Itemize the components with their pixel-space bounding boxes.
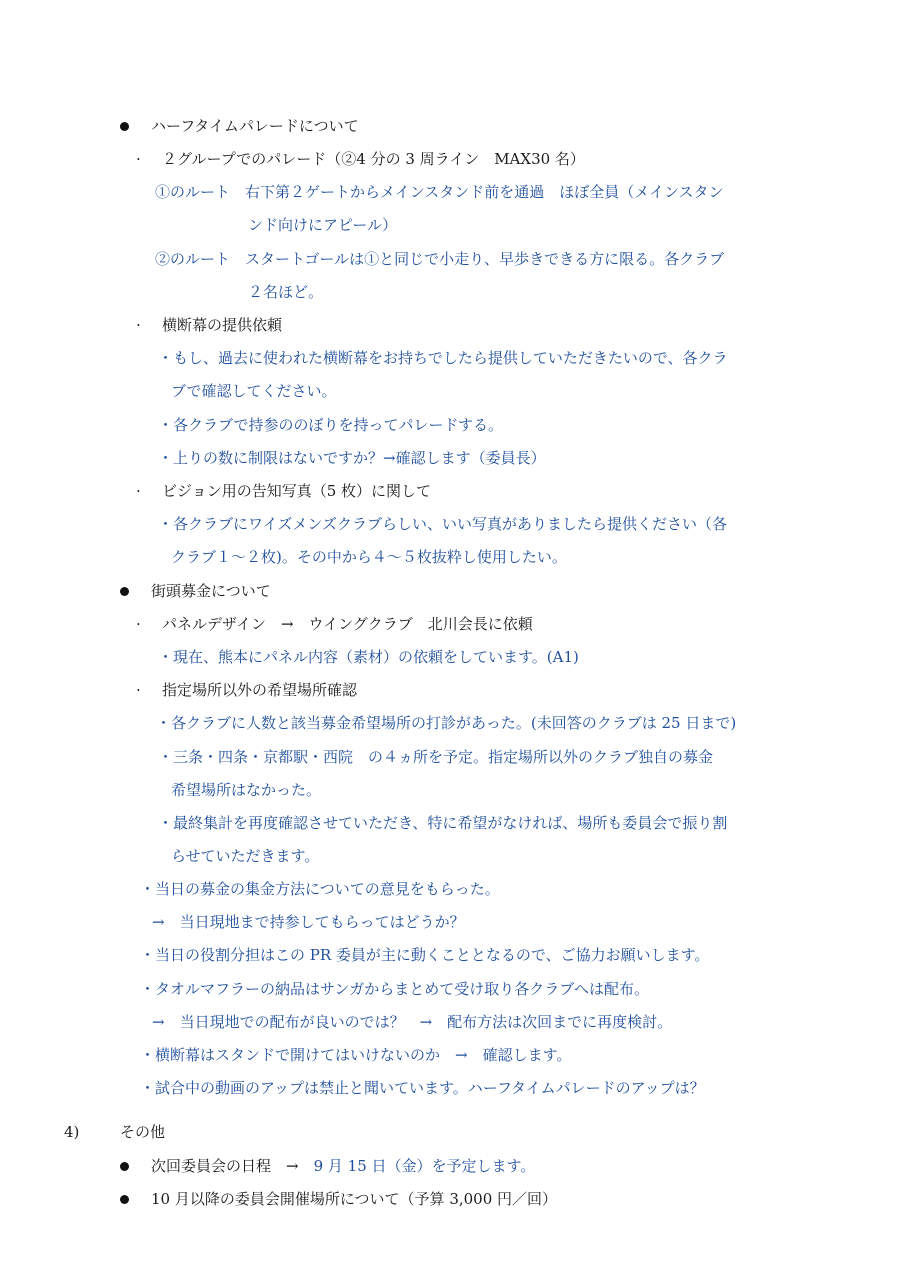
middle-dot-icon: · <box>136 681 141 699</box>
bullet-icon <box>120 1162 129 1171</box>
banner-note1-line2: ブで確認してください。 <box>171 382 337 400</box>
others-heading: その他 <box>120 1123 166 1141</box>
general-note5: ・試合中の動画のアップは禁止と聞いています。ハーフタイムパレードのアップは？ <box>140 1079 705 1097</box>
route1-line1: ①のルート 右下第２ゲートからメインスタンド前を通過 ほぼ全員（メインスタン <box>155 183 724 201</box>
general-note4: ・横断幕はスタンドで開けてはいけないのか → 確認します。 <box>140 1046 572 1064</box>
middle-dot-icon: · <box>136 615 141 633</box>
next-meeting-label: 次回委員会の日程 → <box>151 1157 314 1175</box>
next-meeting <box>151 1156 535 1176</box>
vision-note-line1: ・各クラブにワイズメンズクラブらしい、いい写真がありましたら提供ください（各 <box>158 515 727 533</box>
location-check: 指定場所以外の希望場所確認 <box>162 681 358 699</box>
halftime-heading: ハーフタイムパレードについて <box>151 117 359 135</box>
location-note3-line1: ・最終集計を再度確認させていただき、特に希望がなければ、場所も委員会で振り割 <box>158 814 728 832</box>
location-note3-line2: らせていただきます。 <box>171 847 320 865</box>
route2-line2: ２名ほど。 <box>248 283 324 301</box>
vision-photo: ビジョン用の告知写真（5 枚）に関して <box>162 482 432 500</box>
general-note3: ・タオルマフラーの納品はサンガからまとめて受け取り各クラブへは配布。 <box>140 980 649 998</box>
middle-dot-icon: · <box>136 316 141 334</box>
vision-note-line2: クラブ１～２枚)。その中から４～５枚抜粋し使用したい。 <box>171 548 567 566</box>
banner-request: 横断幕の提供依頼 <box>162 316 283 334</box>
location-note1: ・各クラブに人数と該当募金希望場所の打診があった。(未回答のクラブは 25 日まで) <box>156 714 737 732</box>
general-note3-arrow: → 当日現地での配布が良いのでは？ → 配布方法は次回までに再度検討。 <box>152 1013 673 1031</box>
panel-note: ・現在、熊本にパネル内容（素材）の依頼をしています。(A1) <box>158 648 579 666</box>
middle-dot-icon: · <box>136 150 141 168</box>
group-parade: ２グループでのパレード（②4 分の 3 周ライン MAX30 名） <box>162 150 585 168</box>
location-note2-line2: 希望場所はなかった。 <box>171 781 322 799</box>
meeting-venue: 10 月以降の委員会開催場所について（予算 3,000 円／回） <box>151 1190 558 1208</box>
section-number: 4) <box>64 1123 80 1141</box>
middle-dot-icon: · <box>136 482 141 500</box>
street-fund-heading: 街頭募金について <box>151 582 271 600</box>
banner-note2: ・各クラブで持参ののぼりを持ってパレードする。 <box>158 416 504 434</box>
bullet-icon <box>120 587 129 596</box>
banner-note1-line1: ・もし、過去に使われた横断幕をお持ちでしたら提供していただきたいので、各クラ <box>158 349 728 367</box>
banner-note3: ・上りの数に制限はないですか？→確認します（委員長） <box>158 449 546 467</box>
general-note2: ・当日の役割分担はこの PR 委員が主に動くこととなるので、ご協力お願いします。 <box>140 946 710 964</box>
panel-design: パネルデザイン → ウイングクラブ 北川会長に依頼 <box>162 615 533 633</box>
bullet-icon <box>120 1195 129 1204</box>
location-note2-line1: ・三条・四条・京都駅・西院 の４ヵ所を予定。指定場所以外のクラブ独自の募金 <box>158 748 714 766</box>
route2-line1: ②のルート スタートゴールは①と同じで小走り、早歩きできる方に限る。各クラブ <box>155 250 725 268</box>
route1-line2: ンド向けにアピール） <box>248 216 398 234</box>
next-meeting-date: 9 月 15 日（金）を予定します。 <box>313 1157 536 1175</box>
general-note1: ・当日の募金の集金方法についての意見をもらった。 <box>140 880 500 898</box>
general-note1-arrow: → 当日現地まで持参してもらってはどうか？ <box>152 913 465 931</box>
bullet-icon <box>120 122 129 131</box>
